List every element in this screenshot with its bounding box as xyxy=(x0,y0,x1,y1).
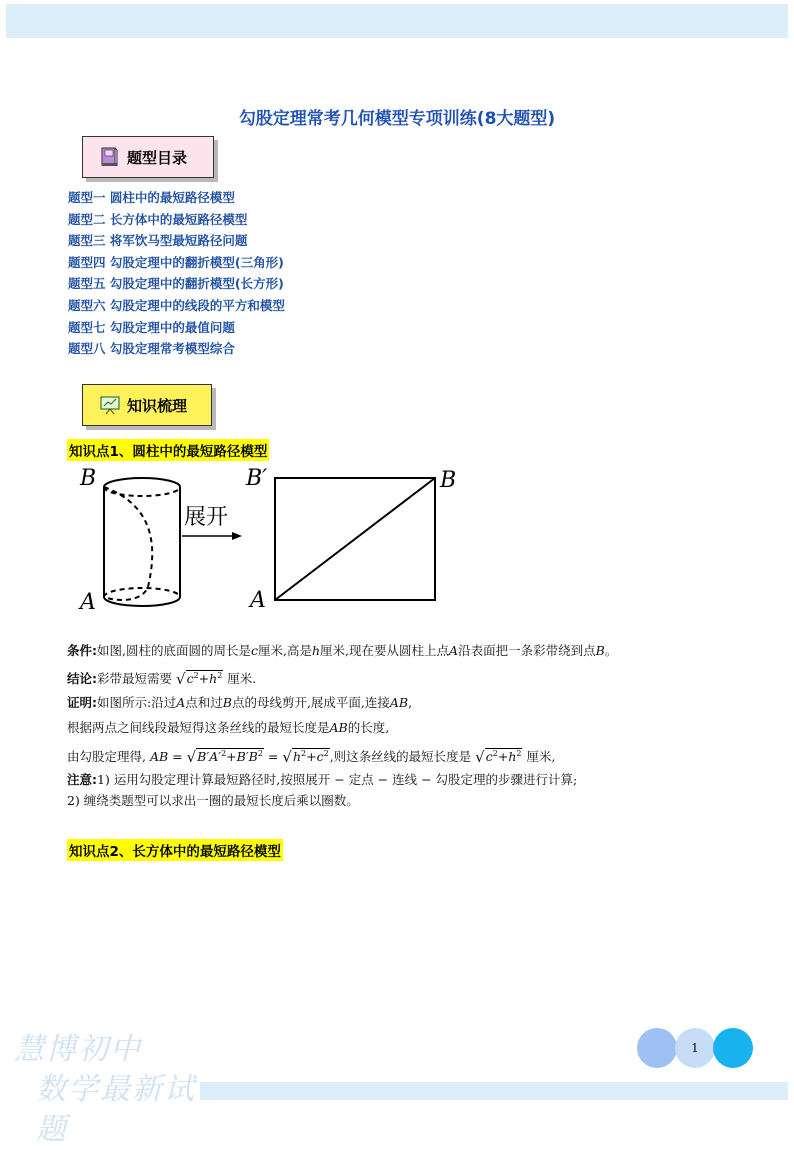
formula-sqrt-c2-h2: $√c^2+h^2$ xyxy=(176,670,223,689)
var-AB: AB xyxy=(389,695,409,710)
condition-text: 厘米,高是 xyxy=(258,643,312,658)
note-label: 注意: xyxy=(67,772,97,787)
var-c: c xyxy=(250,643,258,658)
proof-label: 证明: xyxy=(67,695,97,710)
unfolded-rectangle xyxy=(275,478,435,600)
label-Bprime: B′ xyxy=(246,466,268,491)
label-A: A xyxy=(80,590,96,615)
pythagoras-text: 由勾股定理得, xyxy=(67,749,146,765)
toc-list xyxy=(68,187,285,360)
label-B-right: B xyxy=(440,468,457,493)
formula-AB: AB = $√B'A'^2+B'B^2 = √h^2+c^2$ xyxy=(149,748,329,767)
page-indicator xyxy=(637,1028,753,1068)
note-text: 2) 缠绕类题型可以求出一圈的最短长度后乘以圈数。 xyxy=(67,793,359,808)
var-B: B xyxy=(222,695,232,710)
conclusion-line xyxy=(67,667,256,688)
condition-label: 条件: xyxy=(67,643,97,658)
page-prev-button[interactable] xyxy=(637,1028,677,1068)
top-banner xyxy=(6,4,788,38)
proof-text: , xyxy=(408,695,413,710)
kp2-heading: 知识点2、长方体中的最短路径模型 xyxy=(67,839,283,861)
label-A-right: A xyxy=(250,588,266,613)
proof-text: 点的母线剪开,展成平面,连接 xyxy=(231,695,390,710)
condition-text: 厘米,现在要从圆柱上点 xyxy=(320,643,450,658)
pythagoras-text: 厘米, xyxy=(526,749,556,765)
toc-item-2[interactable]: 题型二 长方体中的最短路径模型 xyxy=(68,211,248,227)
note-line-2 xyxy=(67,792,359,810)
page-next-button[interactable] xyxy=(713,1028,753,1068)
cylinder-unfold-figure xyxy=(78,462,478,622)
label-B: B xyxy=(80,466,97,491)
note-text: 1) 运用勾股定理计算最短路径时,按照展开 − 定点 − 连线 − 勾股定理的步骤进行计算; xyxy=(97,772,578,787)
proof-line xyxy=(67,694,412,712)
var-B: B xyxy=(595,643,605,658)
toc-item-7[interactable]: 题型七 勾股定理中的最值问题 xyxy=(68,319,235,335)
pythagoras-text: ,则这条丝线的最短长度是 xyxy=(329,749,472,765)
presentation-board-icon xyxy=(99,394,121,416)
proof-text: 点和过 xyxy=(185,695,223,710)
conclusion-text: 厘米. xyxy=(227,671,257,687)
kp1-heading: 知识点1、圆柱中的最短路径模型 xyxy=(67,439,269,461)
watermark-line-2: 数学最新试题 xyxy=(36,1072,196,1147)
toc-item-3[interactable]: 题型三 将军饮马型最短路径问题 xyxy=(68,233,248,249)
arrow-icon xyxy=(182,532,242,540)
condition-text: 。 xyxy=(604,643,618,658)
book-icon xyxy=(99,146,121,168)
reasoning-line xyxy=(67,719,389,737)
pythagoras-line xyxy=(67,745,555,766)
watermark-line-1: 慧博初中 xyxy=(14,1032,142,1067)
toc-item-4[interactable]: 题型四 勾股定理中的翻折模型(三角形) xyxy=(68,254,284,270)
var-AB: AB xyxy=(329,720,348,735)
note-line-1 xyxy=(67,771,577,789)
arrow-label: 展开 xyxy=(184,505,229,530)
var-h: h xyxy=(311,643,321,658)
var-A: A xyxy=(449,643,459,658)
cylinder-drawing xyxy=(104,478,180,606)
condition-text: 沿表面把一条彩带绕到点 xyxy=(458,643,596,658)
toc-item-8[interactable]: 题型八 勾股定理常考模型综合 xyxy=(68,341,235,357)
conclusion-label: 结论: xyxy=(67,671,97,687)
toc-item-1[interactable]: 题型一 圆柱中的最短路径模型 xyxy=(68,190,235,205)
reasoning-text: 的长度, xyxy=(347,720,390,735)
toc-item-5[interactable]: 题型五 勾股定理中的翻折模型(长方形) xyxy=(68,276,284,292)
var-A: A xyxy=(176,695,186,710)
toc-section-box xyxy=(82,136,214,178)
proof-text: 如图所示:沿过 xyxy=(97,695,177,710)
knowledge-heading: 知识梳理 xyxy=(127,396,188,415)
knowledge-section-box xyxy=(82,384,212,426)
condition-text: 如图,圆柱的底面圆的周长是 xyxy=(97,643,251,658)
formula-sqrt-c2-h2: $√c^2+h^2$ xyxy=(475,748,522,767)
conclusion-text: 彩带最短需要 xyxy=(97,671,173,687)
toc-heading: 题型目录 xyxy=(127,148,188,167)
page-number: 1 xyxy=(675,1028,715,1068)
condition-line xyxy=(67,642,617,660)
toc-item-6[interactable]: 题型六 勾股定理中的线段的平方和模型 xyxy=(68,297,285,313)
bottom-banner xyxy=(200,1082,788,1100)
page-title: 勾股定理常考几何模型专项训练(8大题型) xyxy=(238,109,556,129)
watermark xyxy=(14,1030,214,1147)
reasoning-text: 根据两点之间线段最短得这条丝线的最短长度是 xyxy=(67,720,330,735)
